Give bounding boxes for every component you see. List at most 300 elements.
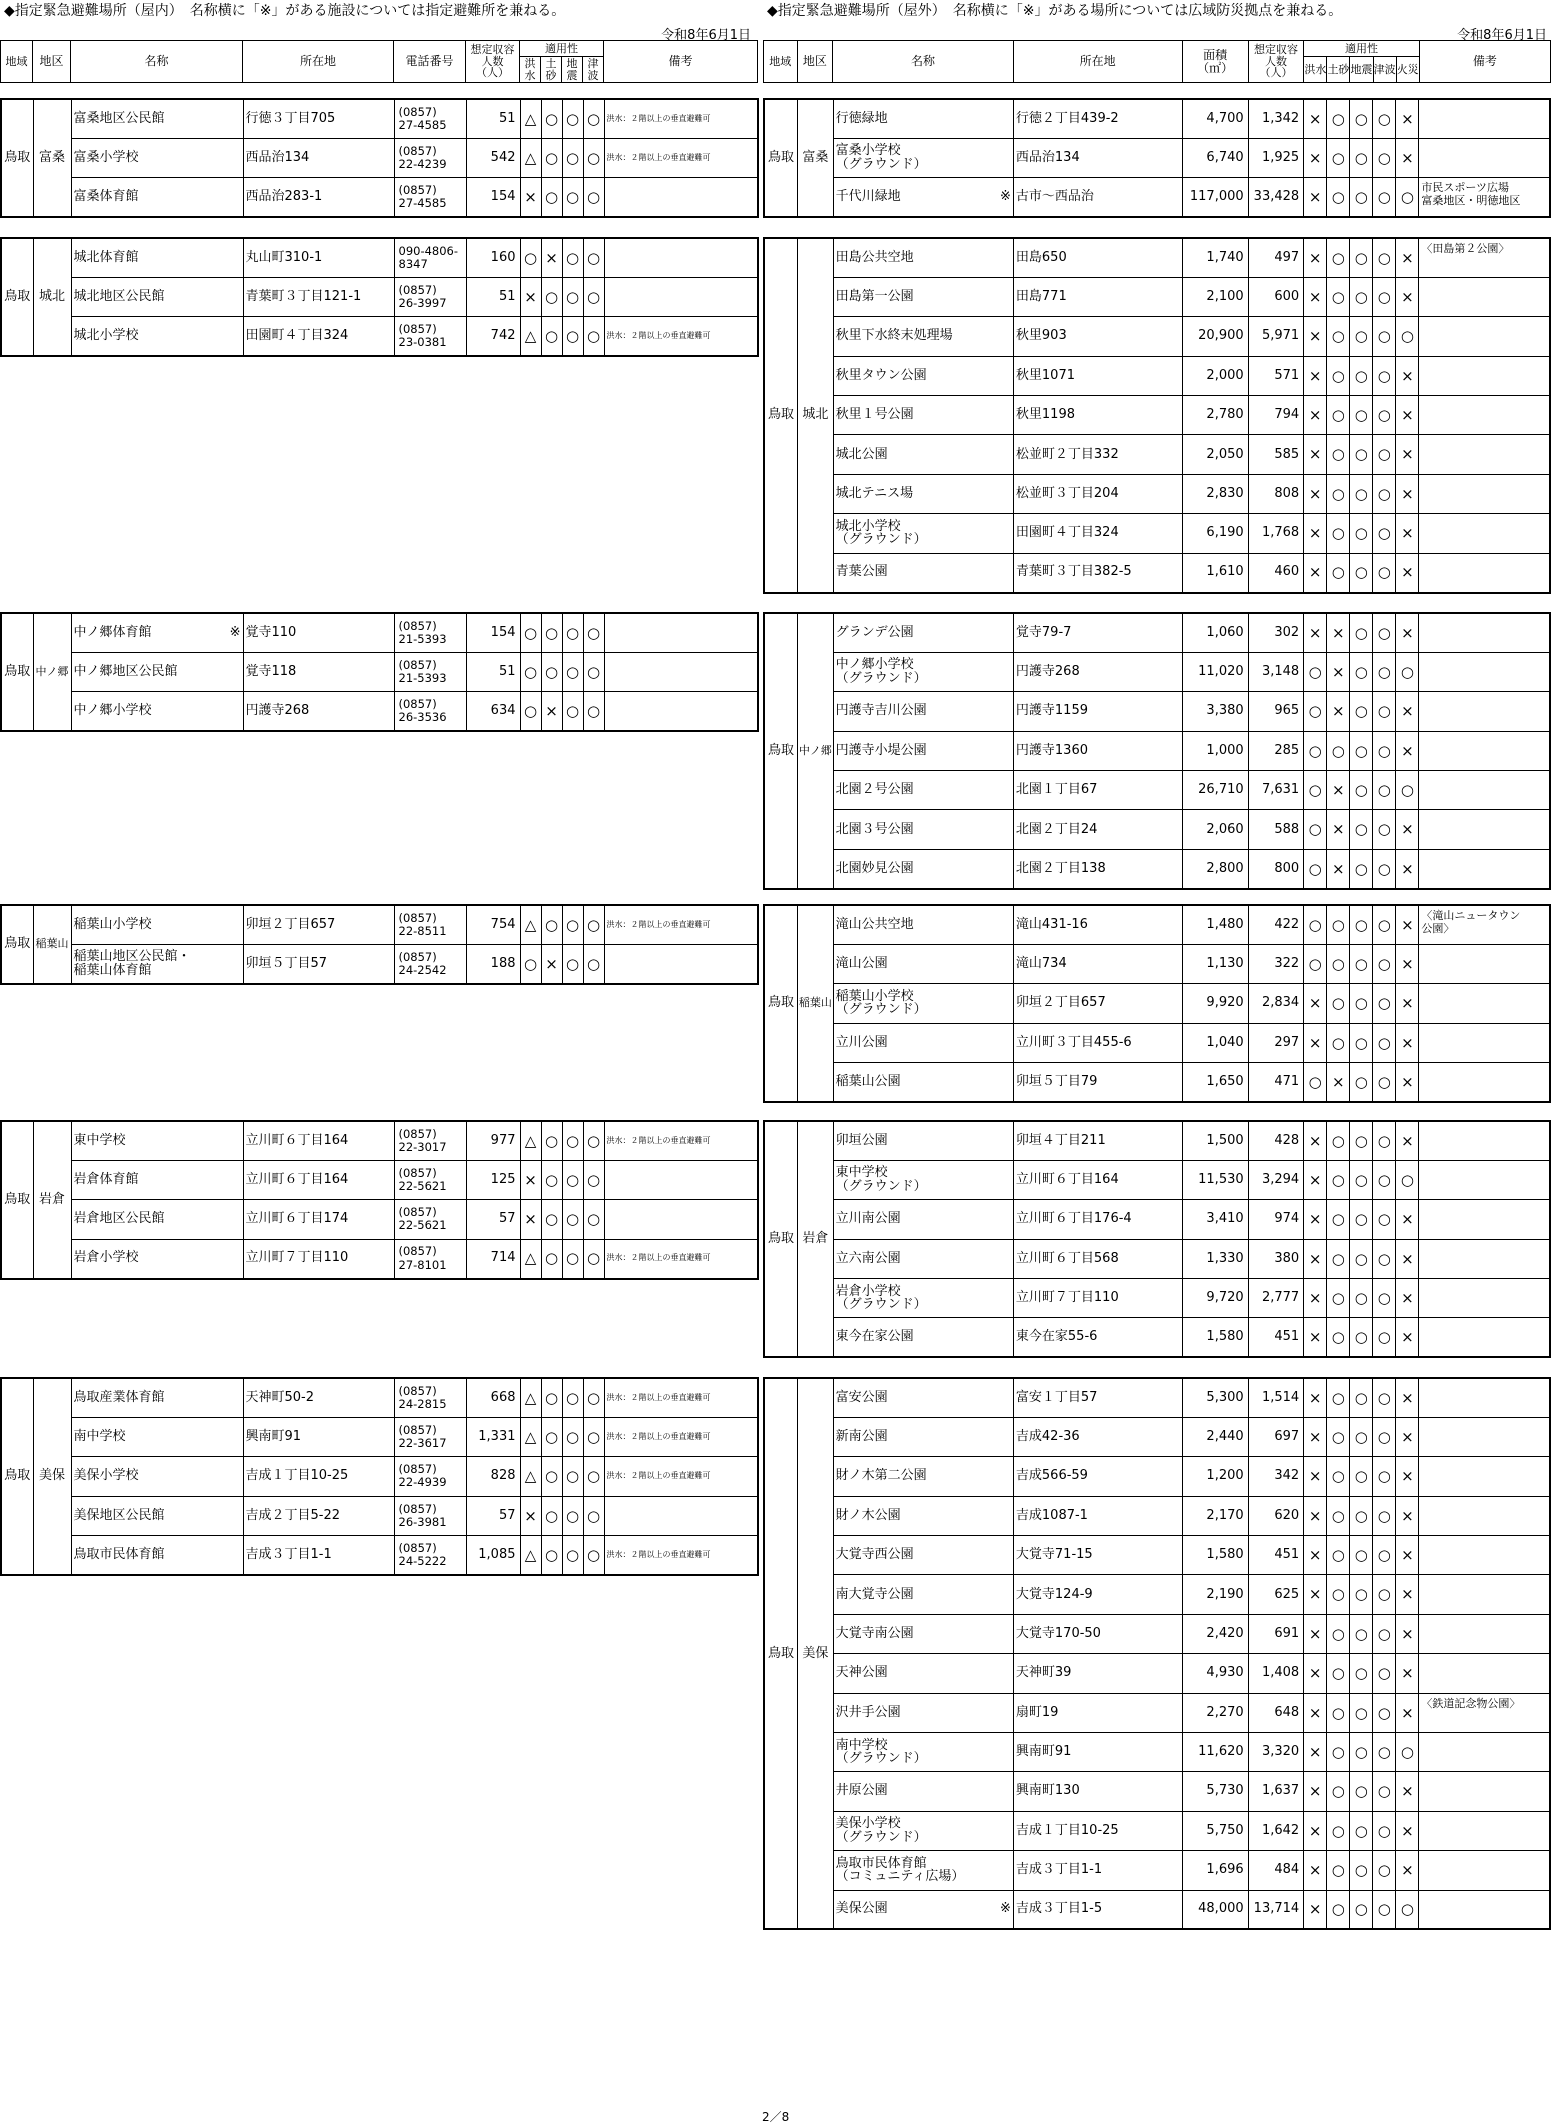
flood-cell: × [1304,1121,1327,1160]
earthquake-cell: ○ [562,1457,583,1496]
capacity-cell: 497 [1248,238,1304,277]
fire-cell: ○ [1396,178,1419,217]
fire-cell: ○ [1396,1890,1419,1929]
flood-cell: ○ [1304,771,1327,810]
remarks-cell: 洪水：２階以上の垂直避難可 [604,1457,758,1496]
fire-cell: × [1396,944,1419,983]
indoor-date: 令和8年6月1日 [661,28,751,43]
flood-cell: × [1304,277,1327,316]
landslide-cell: ○ [1327,905,1350,944]
table-row [764,1378,1550,1417]
tsunami-cell: ○ [1373,1121,1396,1160]
address-cell: 行徳２丁目439-2 [1013,99,1182,138]
earthquake-cell: ○ [562,1378,583,1417]
capacity-cell: 460 [1248,553,1304,592]
region-cell: 鳥取 [764,238,798,593]
fire-cell: × [1396,905,1419,944]
capacity-cell: 297 [1248,1023,1304,1062]
capacity-cell: 1,925 [1248,138,1304,177]
facility-name-wrap [836,1739,1011,1766]
earthquake-cell: ○ [562,613,583,652]
capacity-cell: 1,331 [466,1417,520,1456]
facility-name-text: 岩倉小学校 （グラウンド） [835,1283,927,1313]
flood-cell: △ [520,1417,541,1456]
landslide-cell: ○ [1327,1614,1350,1653]
capacity-cell: 154 [466,613,520,652]
flood-cell: ○ [1304,849,1327,888]
landslide-cell: ○ [1327,1023,1350,1062]
facility-name-wrap [74,918,241,932]
indoor-block-table [0,1377,759,1576]
capacity-cell: 828 [466,1457,520,1496]
landslide-cell: × [1327,810,1350,849]
remarks-cell [1419,277,1550,316]
designation-mark: ※ [229,624,241,640]
facility-name-wrap [836,1391,1011,1405]
designation-mark: ※ [1000,189,1011,205]
tsunami-cell: ○ [1373,514,1396,553]
earthquake-cell: ○ [1350,1023,1373,1062]
address-cell: 滝山431-16 [1013,905,1182,944]
facility-name-wrap [74,1251,241,1265]
facility-name [833,1279,1013,1318]
flood-cell: ○ [520,652,541,691]
capacity-cell: 1,514 [1248,1378,1304,1417]
address-cell: 扇町19 [1013,1693,1182,1732]
facility-name-wrap [836,520,1011,547]
facility-name-text: 田島公共空地 [835,249,914,265]
fire-cell: × [1396,1575,1419,1614]
landslide-cell: ○ [1327,435,1350,474]
address-cell: 丸山町310-1 [243,238,394,277]
landslide-cell: ○ [1327,944,1350,983]
facility-name [71,1200,243,1239]
remarks-cell [1419,613,1550,652]
facility-name [71,178,243,217]
facility-name [71,1536,243,1575]
capacity-cell: 585 [1248,435,1304,474]
address-cell: 吉成１丁目10-25 [1013,1811,1182,1850]
earthquake-cell: ○ [1350,1851,1373,1890]
fire-cell: × [1396,474,1419,513]
facility-name-text: 稲葉山公園 [835,1073,901,1089]
table-row [764,1575,1550,1614]
area-cell: 1,000 [1182,731,1248,770]
earthquake-cell: ○ [1350,238,1373,277]
facility-name [833,1575,1013,1614]
address-cell: 天神町50-2 [243,1378,394,1417]
table-row [764,1417,1550,1456]
flood-cell: × [1304,613,1327,652]
facility-name-text: 東中学校 （グラウンド） [835,1165,927,1195]
landslide-cell: ○ [541,138,562,177]
indoor-block-table [0,1120,759,1280]
header-capacity: 想定収容 人数 （人） [466,41,520,83]
remarks-cell [604,944,758,983]
facility-name [833,1457,1013,1496]
region-cell: 鳥取 [1,905,33,984]
table-row [764,1160,1550,1199]
facility-name-wrap [836,1430,1011,1444]
capacity-cell: 51 [466,652,520,691]
earthquake-cell: ○ [1350,1063,1373,1102]
tsunami-cell: ○ [583,944,604,983]
facility-name [833,905,1013,944]
capacity-cell: 668 [466,1378,520,1417]
landslide-cell: ○ [1327,238,1350,277]
table-row [764,1279,1550,1318]
facility-name-text: 城北小学校 （グラウンド） [835,518,927,548]
table-row [764,1496,1550,1535]
area-cell: 4,930 [1182,1654,1248,1693]
tsunami-cell: ○ [1373,435,1396,474]
area-cell: 2,000 [1182,356,1248,395]
fire-cell: × [1396,731,1419,770]
earthquake-cell: ○ [1350,692,1373,731]
header-name: 名称 [833,41,1013,83]
landslide-cell: ○ [1327,1693,1350,1732]
header-remarks: 備考 [604,41,758,83]
region-cell: 鳥取 [764,905,798,1102]
fire-cell: × [1396,1063,1419,1102]
tsunami-cell: ○ [1373,138,1396,177]
tsunami-cell: ○ [1373,771,1396,810]
facility-name-wrap [836,112,1011,126]
tsunami-cell: ○ [1373,1160,1396,1199]
capacity-cell: 188 [466,944,520,983]
tsunami-cell: ○ [583,652,604,691]
tsunami-cell: ○ [1373,1851,1396,1890]
header-landslide: 土砂 [541,57,562,83]
flood-cell: ○ [520,238,541,277]
capacity-cell: 697 [1248,1417,1304,1456]
facility-name-text: 富桑小学校 [73,149,139,165]
remarks-cell [604,613,758,652]
table-row [764,1536,1550,1575]
address-cell: 田園町４丁目324 [243,317,394,356]
facility-name [71,238,243,277]
remarks-cell [604,652,758,691]
flood-cell: × [1304,474,1327,513]
indoor-block-table [0,904,759,985]
facility-name [833,138,1013,177]
address-cell: 覚寺110 [243,613,394,652]
facility-name-wrap [836,626,1011,640]
facility-name-wrap [74,950,241,977]
facility-name-wrap [74,1509,241,1523]
tsunami-cell: ○ [1373,1496,1396,1535]
earthquake-cell: ○ [562,1121,583,1160]
fire-cell: × [1396,1851,1419,1890]
address-cell: 北園２丁目24 [1013,810,1182,849]
facility-name-wrap [74,1173,241,1187]
landslide-cell: ○ [1327,396,1350,435]
address-cell: 松並町３丁目204 [1013,474,1182,513]
capacity-cell: 600 [1248,277,1304,316]
facility-name-wrap [836,1166,1011,1193]
remarks-cell [1419,692,1550,731]
landslide-cell: × [1327,652,1350,691]
facility-name-text: 北園３号公園 [835,821,914,837]
address-cell: 円護寺1360 [1013,731,1182,770]
remarks-cell [1419,99,1550,138]
facility-name [833,435,1013,474]
fire-cell: × [1396,1811,1419,1850]
capacity-cell: 620 [1248,1496,1304,1535]
area-cell: 2,420 [1182,1614,1248,1653]
facility-name [71,138,243,177]
phone-cell: 090-4806- 8347 [394,238,466,277]
tsunami-cell: ○ [583,1378,604,1417]
fire-cell: × [1396,1536,1419,1575]
remarks-cell [1419,1811,1550,1850]
capacity-cell: 428 [1248,1121,1304,1160]
facility-name-text: 行徳緑地 [835,110,888,126]
table-row [764,1200,1550,1239]
landslide-cell: ○ [541,1239,562,1278]
address-cell: 田島650 [1013,238,1182,277]
landslide-cell: ○ [541,652,562,691]
facility-name-wrap [836,704,1011,718]
facility-name-wrap [836,990,1011,1017]
fire-cell: ○ [1396,771,1419,810]
table-row [1,1536,758,1575]
flood-cell: × [1304,1733,1327,1772]
tsunami-cell: ○ [1373,1733,1396,1772]
facility-name-text: 城北体育館 [73,249,139,265]
landslide-cell: ○ [1327,178,1350,217]
region-cell: 鳥取 [1,613,33,731]
remarks-cell [604,238,758,277]
phone-cell: (0857) 26-3981 [394,1496,466,1535]
address-cell: 大覚寺124-9 [1013,1575,1182,1614]
earthquake-cell: ○ [1350,1575,1373,1614]
earthquake-cell: ○ [1350,1318,1373,1357]
earthquake-cell: ○ [562,1417,583,1456]
earthquake-cell: ○ [1350,1496,1373,1535]
facility-name-wrap [74,1391,241,1405]
capacity-cell: 7,631 [1248,771,1304,810]
facility-name-text: 立川公園 [835,1034,888,1050]
facility-name-wrap [836,1706,1011,1720]
fire-cell: × [1396,1239,1419,1278]
capacity-cell: 3,320 [1248,1733,1304,1772]
facility-name-wrap [836,1666,1011,1680]
landslide-cell: × [1327,692,1350,731]
facility-name-wrap [74,151,241,165]
table-row [764,692,1550,731]
facility-name-text: 秋里下水終末処理場 [835,328,953,344]
designation-mark: ※ [1000,1901,1011,1917]
facility-name-text: 秋里１号公園 [835,407,914,423]
address-cell: 行徳３丁目705 [243,99,394,138]
earthquake-cell: ○ [1350,1614,1373,1653]
capacity-cell: 51 [466,277,520,316]
phone-cell: (0857) 27-4585 [394,178,466,217]
tsunami-cell: ○ [1373,356,1396,395]
district-cell: 稲葉山 [798,905,834,1102]
landslide-cell: ○ [541,1496,562,1535]
facility-name-text: 立六南公園 [835,1250,901,1266]
region-cell: 鳥取 [764,99,798,217]
area-cell: 48,000 [1182,1890,1248,1929]
flood-cell: × [1304,1160,1327,1199]
tsunami-cell: ○ [1373,1536,1396,1575]
facility-name [833,1536,1013,1575]
earthquake-cell: ○ [1350,1417,1373,1456]
fire-cell: ○ [1396,317,1419,356]
capacity-cell: 451 [1248,1536,1304,1575]
facility-name-text: 富桑体育館 [73,189,139,205]
table-row [764,810,1550,849]
tsunami-cell: ○ [1373,1023,1396,1062]
header-suitability: 適用性 [520,41,604,57]
remarks-cell [604,1200,758,1239]
flood-cell: ○ [520,613,541,652]
facility-name [833,1160,1013,1199]
earthquake-cell: ○ [562,1200,583,1239]
flood-cell: × [1304,1318,1327,1357]
facility-name-wrap [836,190,1011,204]
area-cell: 11,020 [1182,652,1248,691]
earthquake-cell: ○ [562,944,583,983]
table-row [1,1200,758,1239]
facility-name-text: 卯垣公園 [835,1132,888,1148]
landslide-cell: ○ [1327,1496,1350,1535]
remarks-cell [1419,1575,1550,1614]
table-row [764,356,1550,395]
tsunami-cell: ○ [583,692,604,731]
table-row [764,1811,1550,1850]
facility-name-wrap [74,251,241,265]
area-cell: 5,300 [1182,1378,1248,1417]
capacity-cell: 2,777 [1248,1279,1304,1318]
address-cell: 秋里1071 [1013,356,1182,395]
capacity-cell: 3,294 [1248,1160,1304,1199]
area-cell: 4,700 [1182,99,1248,138]
address-cell: 松並町２丁目332 [1013,435,1182,474]
table-row [1,1160,758,1199]
facility-name-text: 南中学校 （グラウンド） [835,1737,927,1767]
address-cell: 古市～西品治 [1013,178,1182,217]
earthquake-cell: ○ [1350,1200,1373,1239]
region-cell: 鳥取 [764,613,798,889]
table-row [1,99,758,138]
earthquake-cell: ○ [1350,317,1373,356]
address-cell: 覚寺79-7 [1013,613,1182,652]
facility-name-wrap [836,1627,1011,1641]
facility-name-wrap [74,290,241,304]
flood-cell: ○ [1304,692,1327,731]
facility-name [833,1693,1013,1732]
landslide-cell: × [1327,849,1350,888]
area-cell: 1,650 [1182,1063,1248,1102]
remarks-cell [1419,553,1550,592]
facility-name-text: 鳥取産業体育館 [73,1389,165,1405]
earthquake-cell: ○ [562,1239,583,1278]
landslide-cell: ○ [1327,1851,1350,1890]
remarks-cell: 洪水：２階以上の垂直避難可 [604,99,758,138]
phone-cell: (0857) 22-4239 [394,138,466,177]
facility-name-text: 稲葉山地区公民館・ 稲葉山体育館 [73,949,191,978]
facility-name [833,613,1013,652]
outdoor-block-table [763,98,1551,218]
table-row [764,238,1550,277]
remarks-cell [1419,474,1550,513]
facility-name-text: 円護寺小堤公園 [835,742,927,758]
facility-name [833,1772,1013,1811]
table-row [764,1851,1550,1890]
address-cell: 立川町６丁目164 [243,1121,394,1160]
area-cell: 1,580 [1182,1318,1248,1357]
flood-cell: △ [520,1378,541,1417]
area-cell: 2,830 [1182,474,1248,513]
tsunami-cell: ○ [1373,944,1396,983]
capacity-cell: 484 [1248,1851,1304,1890]
facility-name-text: 中ノ郷地区公民館 [73,663,178,679]
earthquake-cell: ○ [562,178,583,217]
capacity-cell: 714 [466,1239,520,1278]
earthquake-cell: ○ [1350,514,1373,553]
landslide-cell: ○ [541,1536,562,1575]
address-cell: 円護寺1159 [1013,692,1182,731]
facility-name-wrap [836,251,1011,265]
header-tsunami: 津波 [1373,57,1396,83]
header-earthquake: 地震 [1350,57,1373,83]
table-row [764,905,1550,944]
outdoor-header-table [763,40,1551,83]
header-name: 名称 [71,41,243,83]
header-district: 地区 [33,41,71,83]
area-cell: 2,050 [1182,435,1248,474]
remarks-cell: 洪水：２階以上の垂直避難可 [604,1378,758,1417]
facility-name-wrap [836,448,1011,462]
area-cell: 117,000 [1182,178,1248,217]
phone-cell: (0857) 22-5621 [394,1160,466,1199]
facility-name [833,396,1013,435]
facility-name-text: 鳥取市民体育館 [73,1546,165,1562]
facility-name [833,1811,1013,1850]
fire-cell: × [1396,435,1419,474]
landslide-cell: ○ [541,178,562,217]
table-row [764,1239,1550,1278]
flood-cell: × [1304,1239,1327,1278]
phone-cell: (0857) 23-0381 [394,317,466,356]
tsunami-cell: ○ [1373,1772,1396,1811]
landslide-cell: ○ [1327,1772,1350,1811]
facility-name [833,474,1013,513]
facility-name [833,771,1013,810]
table-row [764,1890,1550,1929]
table-row [764,1023,1550,1062]
flood-cell: × [1304,984,1327,1023]
facility-name-text: 滝山公共空地 [835,916,914,932]
district-cell: 岩倉 [798,1121,834,1357]
address-cell: 青葉町３丁目121-1 [243,277,394,316]
area-cell: 1,330 [1182,1239,1248,1278]
facility-name [833,99,1013,138]
address-cell: 卯垣２丁目657 [243,905,394,944]
earthquake-cell: ○ [1350,652,1373,691]
landslide-cell: ○ [1327,1279,1350,1318]
table-row [1,613,758,652]
remarks-cell [1419,1239,1550,1278]
remarks-cell [1419,1496,1550,1535]
table-row [764,731,1550,770]
landslide-cell: ○ [541,905,562,944]
fire-cell: × [1396,1318,1419,1357]
remarks-cell [1419,1378,1550,1417]
